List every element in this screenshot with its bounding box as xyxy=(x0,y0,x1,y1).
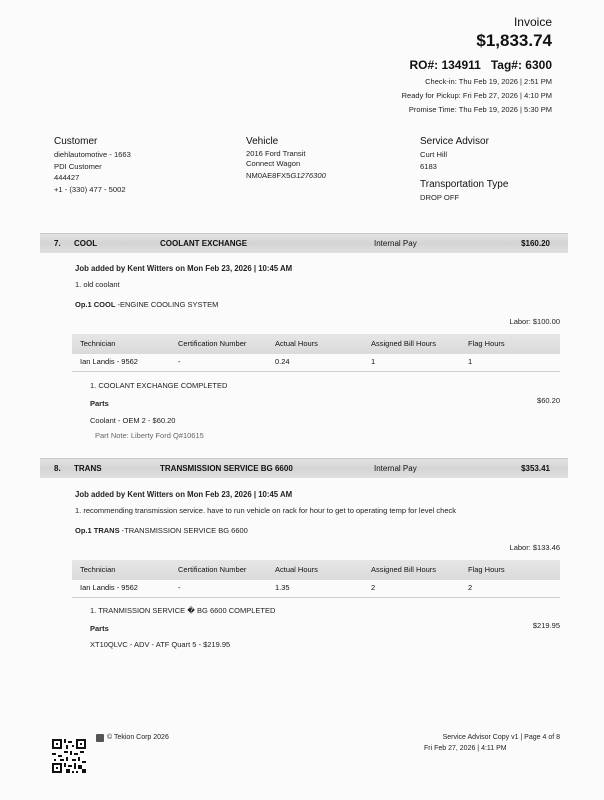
job-pay-type: Internal Pay xyxy=(374,464,417,473)
part-line: XT10QLVC - ADV - ATF Quart 5 - $219.95 xyxy=(90,640,231,649)
checkin-time: Check-in: Thu Feb 19, 2026 | 2:51 PM xyxy=(425,77,552,86)
qr-code xyxy=(52,739,86,773)
promise-time: Promise Time: Thu Feb 19, 2026 | 5:30 PM xyxy=(408,105,552,114)
op-code: Op.1 TRANS xyxy=(75,526,120,535)
job-amount: $353.41 xyxy=(521,464,550,473)
transport-type: DROP OFF xyxy=(420,193,460,202)
col-flag-hours: Flag Hours xyxy=(468,339,505,348)
cell-technician: Ian Landis - 9562 xyxy=(80,357,138,366)
col-assigned-hours: Assigned Bill Hours xyxy=(371,339,437,348)
op-desc: -TRANSMISSION SERVICE BG 6600 xyxy=(119,526,248,535)
job-concern: 1. old coolant xyxy=(75,280,120,289)
customer-section xyxy=(54,136,131,195)
customer-heading: Customer xyxy=(54,136,98,147)
job-concern: 1. recommending transmission service. have to run vehicle on rack for hour to get to operating temp for level check xyxy=(75,506,457,515)
advisor-heading: Service Advisor xyxy=(420,136,489,147)
advisor-id: 6183 xyxy=(420,161,437,171)
cell-flag-hours: 2 xyxy=(468,583,473,592)
customer-id: 444427 xyxy=(54,173,80,182)
vehicle-model: 2016 Ford Transit xyxy=(246,149,306,158)
cell-certification: - xyxy=(178,357,181,366)
printed-time: Fri Feb 27, 2026 | 4:11 PM xyxy=(424,745,507,752)
vehicle-section xyxy=(246,136,326,182)
col-certification: Certification Number xyxy=(178,565,247,574)
tekion-logo xyxy=(96,734,104,742)
part-line: Coolant - OEM 2 - $60.20 xyxy=(90,416,176,425)
vehicle-trim: Connect Wagon xyxy=(246,159,301,168)
customer-phone: +1 - (330) 477 - 5002 xyxy=(54,184,126,194)
vin-suffix: G1276300 xyxy=(290,171,326,180)
job-amount: $160.20 xyxy=(521,239,550,248)
cell-flag-hours: 1 xyxy=(468,357,473,366)
advisor-section xyxy=(420,136,508,204)
cell-assigned-hours: 2 xyxy=(371,583,376,592)
tag-number: Tag#: 6300 xyxy=(490,58,552,72)
job-header-bar xyxy=(40,233,568,253)
vehicle-heading: Vehicle xyxy=(246,136,279,147)
customer-type: PDI Customer xyxy=(54,161,102,171)
cell-actual-hours: 0.24 xyxy=(275,357,290,366)
labor-total: Labor: $133.46 xyxy=(509,543,560,552)
ro-number: RO#: 134911 xyxy=(409,58,481,72)
table-row xyxy=(72,578,560,598)
job-pay-type: Internal Pay xyxy=(374,239,417,248)
vin-prefix: NM0AE8FX5 xyxy=(246,171,291,180)
job-correction: 1. TRANMISSION SERVICE � BG 6600 COMPLETED xyxy=(90,606,276,615)
operation-line xyxy=(75,300,218,309)
cell-technician: Ian Landis - 9562 xyxy=(80,583,138,592)
job-correction: 1. COOLANT EXCHANGE COMPLETED xyxy=(90,381,228,390)
job-number: 7. xyxy=(54,239,61,248)
customer-name: diehlautomotive - 1663 xyxy=(54,150,131,159)
invoice-total: $1,833.74 xyxy=(476,31,552,50)
col-actual-hours: Actual Hours xyxy=(275,565,318,574)
tech-table-header xyxy=(72,560,560,580)
transport-heading: Transportation Type xyxy=(420,179,509,190)
col-certification: Certification Number xyxy=(178,339,247,348)
col-actual-hours: Actual Hours xyxy=(275,339,318,348)
vehicle-vin xyxy=(246,170,326,182)
job-added-by: Job added by Kent Witters on Mon Feb 23, 2026 | 10:45 AM xyxy=(75,264,293,273)
col-technician: Technician xyxy=(80,565,116,574)
job-code: COOL xyxy=(74,239,98,248)
ro-tag-line xyxy=(409,58,552,72)
job-header-bar xyxy=(40,458,568,478)
col-flag-hours: Flag Hours xyxy=(468,565,505,574)
labor-total: Labor: $100.00 xyxy=(509,317,560,326)
op-desc: -ENGINE COOLING SYSTEM xyxy=(115,300,219,309)
col-assigned-hours: Assigned Bill Hours xyxy=(371,565,437,574)
operation-line xyxy=(75,526,248,535)
part-note: Part Note: Liberty Ford Q#10615 xyxy=(95,431,204,440)
cell-assigned-hours: 1 xyxy=(371,357,376,366)
table-row xyxy=(72,352,560,372)
parts-total: $219.95 xyxy=(532,621,560,630)
copyright: © Tekion Corp 2026 xyxy=(107,734,169,741)
page-info: Service Advisor Copy v1 | Page 4 of 8 xyxy=(442,734,560,741)
tech-table-header xyxy=(72,334,560,354)
cell-actual-hours: 1.35 xyxy=(275,583,290,592)
parts-label: Parts xyxy=(90,624,109,633)
parts-label: Parts xyxy=(90,399,109,408)
parts-total: $60.20 xyxy=(537,396,560,405)
invoice-label: Invoice xyxy=(513,15,552,29)
op-code: Op.1 COOL xyxy=(75,300,116,309)
job-added-by: Job added by Kent Witters on Mon Feb 23, 2026 | 10:45 AM xyxy=(75,490,293,499)
cell-certification: - xyxy=(178,583,181,592)
advisor-name: Curt Hill xyxy=(420,150,448,159)
job-name: COOLANT EXCHANGE xyxy=(160,239,248,248)
ready-time: Ready for Pickup: Fri Feb 27, 2026 | 4:10 PM xyxy=(401,91,552,100)
job-number: 8. xyxy=(54,464,61,473)
job-name: TRANSMISSION SERVICE BG 6600 xyxy=(160,464,293,473)
col-technician: Technician xyxy=(80,339,116,348)
job-code: TRANS xyxy=(74,464,102,473)
